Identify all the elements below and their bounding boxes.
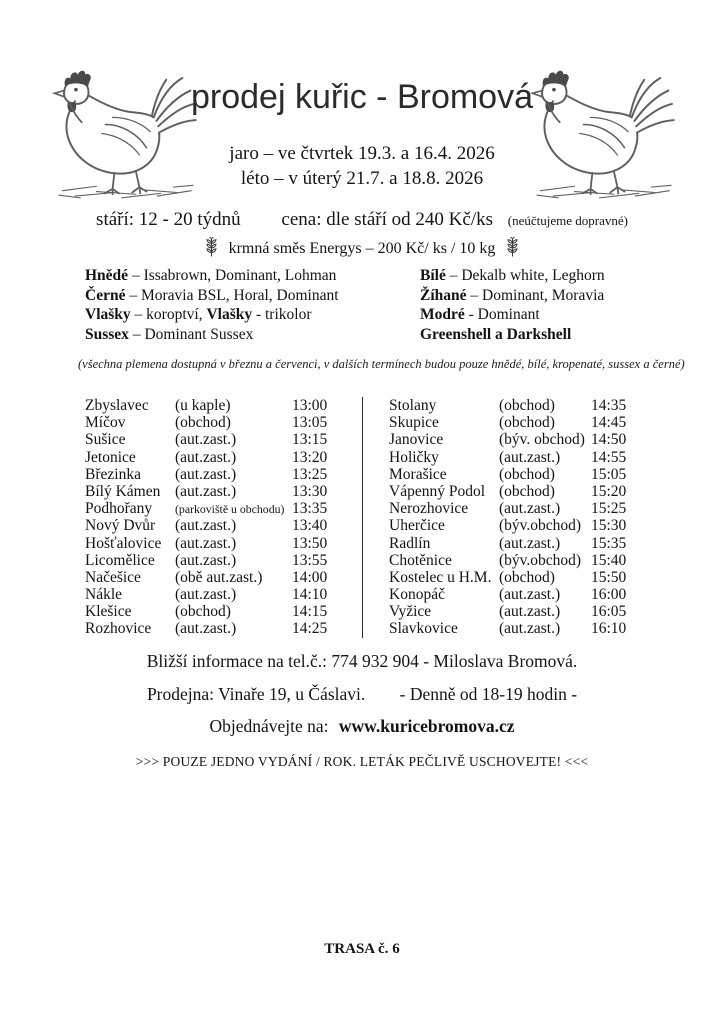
- stop-location-note: (aut.zast.): [175, 482, 237, 500]
- breed-line: [420, 325, 684, 345]
- schedule-row: [389, 449, 645, 466]
- stop-location-note: (aut.zast.): [499, 620, 561, 638]
- stop-time: 13:30: [292, 482, 328, 500]
- stop-place: Licomělice: [85, 551, 155, 569]
- stop-location-note: (obchod): [499, 568, 555, 586]
- keep-note: >>> POUZE JEDNO VYDÁNÍ / ROK. LETÁK PEČLIVĚ USCHOVEJTE! <<<: [135, 754, 589, 769]
- stop-time: 15:05: [591, 465, 627, 483]
- stop-time: 14:50: [591, 431, 627, 449]
- schedule-row: [389, 569, 645, 586]
- schedule-row: [85, 552, 362, 569]
- stop-place: Nový Dvůr: [85, 517, 156, 535]
- schedule-row: [85, 414, 362, 431]
- stop-place: Nákle: [85, 586, 123, 604]
- stop-location-note: (obě aut.zast.): [175, 568, 263, 586]
- stop-location-note: (aut.zast.): [175, 517, 237, 535]
- stop-time: 13:00: [292, 397, 328, 414]
- stop-location-note: (býv.obchod): [499, 517, 582, 535]
- breed-name: Modré: [420, 306, 465, 323]
- stop-location-note: (aut.zast.): [175, 448, 237, 466]
- breed-description: – Dominant, Moravia: [466, 286, 605, 304]
- stop-place: Radlín: [389, 534, 431, 552]
- schedule-row: [389, 483, 645, 500]
- stop-location-note: (aut.zast.): [499, 448, 561, 466]
- stop-location-note: (býv.obchod): [499, 551, 582, 569]
- schedule-row: [389, 431, 645, 448]
- page-title: prodej kuřic - Bromová: [190, 78, 533, 116]
- stop-place: Podhořany: [85, 500, 153, 518]
- stop-place: Morašice: [389, 465, 447, 483]
- stop-place: Holičky: [389, 448, 439, 466]
- breed-description: - trikolor: [252, 306, 312, 323]
- stop-place: Klešice: [85, 603, 132, 621]
- route-schedule: [85, 397, 645, 638]
- shop-line: [0, 684, 724, 705]
- stop-time: 15:20: [591, 482, 627, 500]
- shop-address: Prodejna: Vinaře 19, u Čáslavi.: [146, 684, 366, 704]
- stop-time: 16:10: [591, 620, 627, 638]
- breed-column-left: [85, 266, 420, 344]
- stop-time: 13:25: [292, 465, 328, 483]
- schedule-row: [389, 586, 645, 603]
- schedule-row: [389, 535, 645, 552]
- stop-location-note: (aut.zast.): [175, 620, 237, 638]
- breed-line: [420, 305, 684, 325]
- schedule-row: [85, 517, 362, 534]
- stop-location-note: (obchod): [175, 603, 231, 621]
- breed-name: Černé: [85, 286, 126, 304]
- breed-description: – Issabrown, Dominant, Lohman: [128, 267, 337, 284]
- stop-place: Skupice: [389, 414, 439, 432]
- stop-place: Vápenný Podol: [389, 482, 486, 500]
- breed-line: [85, 325, 420, 345]
- order-line: [0, 716, 724, 737]
- stop-location-note: (obchod): [499, 482, 555, 500]
- availability-note: (všechna plemena dostupná v březnu a červenci, v dalších termínech budou pouze hnědé, bílé, kropenaté, sussex a černé): [78, 357, 685, 371]
- shipping-note: (neúčtujeme dopravné): [507, 213, 628, 228]
- stop-place: Hošťalovice: [85, 534, 162, 552]
- stop-place: Slavkovice: [389, 620, 458, 638]
- schedule-row: [85, 500, 362, 517]
- stop-time: 13:15: [292, 431, 328, 449]
- stop-time: 14:35: [591, 397, 627, 414]
- order-prefix: Objednávejte na:: [209, 716, 329, 736]
- opening-hours: - Denně od 18-19 hodin -: [399, 684, 578, 704]
- stop-location-note: (býv. obchod): [499, 431, 585, 449]
- stop-time: 16:00: [591, 586, 627, 604]
- schedule-row: [85, 449, 362, 466]
- price-info: cena: dle stáří od 240 Kč/ks: [281, 209, 493, 230]
- sale-dates: [0, 141, 724, 191]
- stop-time: 14:10: [292, 586, 328, 604]
- schedule-row: [389, 500, 645, 517]
- schedule-row: [85, 535, 362, 552]
- breed-name: Sussex: [85, 325, 129, 343]
- stop-location-note: (parkoviště u obchodu): [175, 501, 285, 516]
- feed-line: [0, 237, 724, 262]
- breed-name: Vlašky: [85, 306, 131, 323]
- age-price-line: [0, 209, 724, 231]
- breed-name: Žíhané: [420, 286, 467, 304]
- stop-place: Stolany: [389, 397, 437, 414]
- stop-place: Nerozhovice: [389, 500, 469, 518]
- stop-place: Sušice: [85, 431, 126, 449]
- stop-location-note: (aut.zast.): [175, 465, 237, 483]
- stop-time: 15:25: [591, 500, 627, 518]
- schedule-column-right: [363, 397, 645, 638]
- breed-name: Greenshell a Darkshell: [420, 325, 572, 343]
- stop-time: 13:20: [292, 448, 328, 466]
- stop-time: 15:40: [591, 551, 627, 569]
- breed-list: [85, 266, 684, 344]
- stop-place: Březinka: [85, 465, 141, 483]
- schedule-row: [389, 414, 645, 431]
- schedule-row: [389, 552, 645, 569]
- breed-name: Bílé: [420, 267, 446, 284]
- stop-location-note: (aut.zast.): [499, 534, 561, 552]
- stop-time: 13:40: [292, 517, 328, 535]
- schedule-row: [389, 466, 645, 483]
- stop-location-note: (aut.zast.): [175, 534, 237, 552]
- breed-description: – Dekalb white, Leghorn: [445, 267, 605, 284]
- stop-place: Vyžice: [389, 603, 432, 621]
- stop-location-note: (obchod): [175, 414, 231, 432]
- schedule-row: [85, 569, 362, 586]
- website-url: www.kuricebromova.cz: [338, 716, 515, 736]
- stop-location-note: (obchod): [499, 397, 555, 414]
- stop-location-note: (aut.zast.): [175, 586, 237, 604]
- breed-description: – Moravia BSL, Horal, Dominant: [125, 286, 339, 304]
- stop-location-note: (u kaple): [175, 397, 231, 414]
- breed-line: [420, 266, 684, 286]
- stop-place: Zbyslavec: [85, 397, 149, 414]
- schedule-row: [85, 397, 362, 414]
- stop-time: 14:15: [292, 603, 328, 621]
- stop-location-note: (obchod): [499, 414, 555, 432]
- breed-description: – koroptví,: [130, 306, 207, 323]
- breed-name: Hnědé: [85, 267, 129, 284]
- stop-time: 13:55: [292, 551, 328, 569]
- stop-place: Uherčice: [389, 517, 445, 535]
- stop-place: Konopáč: [389, 586, 445, 604]
- spring-dates-line: jaro – ve čtvrtek 19.3. a 16.4. 2026: [229, 143, 495, 164]
- schedule-row: [85, 483, 362, 500]
- stop-place: Jetonice: [85, 448, 136, 466]
- route-number: TRASA č. 6: [324, 941, 400, 957]
- stop-location-note: (aut.zast.): [499, 586, 561, 604]
- stop-place: Míčov: [85, 414, 126, 432]
- summer-dates-line: léto – v úterý 21.7. a 18.8. 2026: [240, 168, 484, 189]
- wheat-icon: [205, 237, 218, 262]
- breed-description: - Dominant: [464, 306, 540, 323]
- schedule-row: [85, 620, 362, 637]
- stop-place: Chotěnice: [389, 551, 452, 569]
- stop-time: 15:30: [591, 517, 627, 535]
- schedule-row: [389, 397, 645, 414]
- stop-time: 13:05: [292, 414, 328, 432]
- stop-place: Kostelec u H.M.: [389, 568, 492, 586]
- stop-place: Janovice: [389, 431, 444, 449]
- breed-line: [85, 286, 420, 306]
- breed-line: [85, 266, 420, 286]
- stop-place: Rozhovice: [85, 620, 152, 638]
- schedule-row: [85, 603, 362, 620]
- breed-line: [85, 305, 420, 325]
- breed-line: [420, 286, 684, 306]
- stop-location-note: (aut.zast.): [499, 603, 561, 621]
- stop-time: 13:50: [292, 534, 328, 552]
- contact-info: Bližší informace na tel.č.: 774 932 904 - Miloslava Bromová.: [146, 651, 578, 671]
- schedule-row: [85, 431, 362, 448]
- stop-place: Načešice: [85, 568, 141, 586]
- schedule-row: [389, 620, 645, 637]
- stop-time: 14:45: [591, 414, 627, 432]
- breed-name: Vlašky: [206, 306, 253, 323]
- stop-location-note: (aut.zast.): [499, 500, 561, 518]
- schedule-column-left: [85, 397, 363, 638]
- schedule-row: [389, 603, 645, 620]
- stop-time: 15:50: [591, 568, 627, 586]
- stop-time: 16:05: [591, 603, 627, 621]
- wheat-icon: [506, 237, 519, 262]
- stop-location-note: (obchod): [499, 465, 555, 483]
- stop-time: 14:55: [591, 448, 627, 466]
- stop-place: Bílý Kámen: [85, 482, 161, 500]
- stop-location-note: (aut.zast.): [175, 431, 237, 449]
- schedule-row: [389, 517, 645, 534]
- feed-info: krmná směs Energys – 200 Kč/ ks / 10 kg: [228, 240, 496, 257]
- stop-location-note: (aut.zast.): [175, 551, 237, 569]
- age-info: stáří: 12 - 20 týdnů: [96, 209, 241, 230]
- schedule-row: [85, 586, 362, 603]
- stop-time: 14:00: [292, 568, 328, 586]
- breed-column-right: [420, 266, 684, 344]
- stop-time: 14:25: [292, 620, 328, 638]
- stop-time: 13:35: [292, 500, 328, 518]
- breed-description: – Dominant Sussex: [128, 325, 254, 343]
- schedule-row: [85, 466, 362, 483]
- stop-time: 15:35: [591, 534, 627, 552]
